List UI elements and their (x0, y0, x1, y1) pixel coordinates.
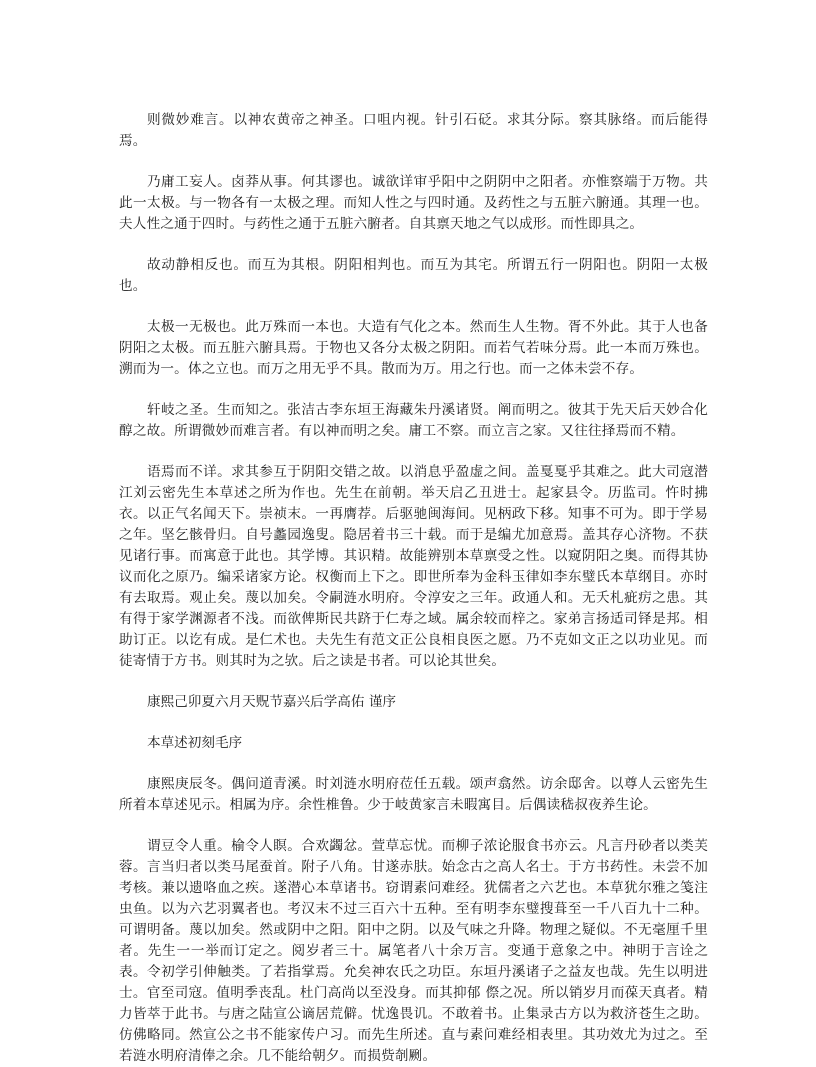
paragraph-6: 语焉而不详。求其参互于阴阳交错之故。以消息乎盈虚之间。盖戛戛乎其难之。此大司寇潜江刘云密先生本草述之所为作也。先生在前朝。举天启乙丑进士。起家县令。历监司。忤时拂衣。以正气名闻天下。崇祯末。一再膺荐。后驱驰闽海间。见柄政下移。知事不可为。即于学易之年。坚乞骸骨归。自号蠡园逸叟。隐居着书三十载。而于是编尤加意焉。盖其存心济物。不获见诸行事。而寓意于此也。其学博。其识精。故能辨别本草禀受之性。以窥阴阳之奥。而得其协议而化之原乃。编采诸家方论。权衡而上下之。即世所奉为金科玉律如李东璧氏本草纲目。亦时有去取焉。观止矣。蔑以加矣。令嗣涟水明府。令淳安之三年。政通人和。无夭札疵疠之患。其有得于家学渊源者不浅。而欲俾斯民共跻于仁寿之域。属余较而梓之。家弟言扬适司铎是邦。相助订正。以讫有成。是仁术也。夫先生有范文正公良相良医之愿。乃不克如文正之以功业见。而徒寄情于方书。则其时为之欤。后之读是书者。可以论其世矣。 (119, 464, 708, 669)
paragraph-7: 康熙庚辰冬。偶问道青溪。时刘涟水明府莅任五载。颂声翕然。访余邸舍。以尊人云密先生所着本草述见示。相属为序。余性椎鲁。少于岐黄家言未暇寓目。后偶读嵇叔夜养生论。 (119, 776, 708, 813)
paragraph-3: 故动静相反也。而互为其根。阴阳相判也。而互为其宅。所谓五行一阴阳也。阴阳一太极也。 (119, 257, 708, 294)
section-title: 本草述初刻毛序 (147, 735, 243, 751)
paragraph-1: 则微妙难言。以神农黄帝之神圣。口咀内视。针引石砭。求其分际。察其脉络。而后能得焉。 (119, 112, 708, 149)
preface-signature: 康熙己卯夏六月天贶节嘉兴后学高佑 谨序 (147, 694, 397, 710)
paragraph-8: 谓豆令人重。榆令人瞑。合欢蠲忿。萱草忘忧。而柳子浓论服食书亦云。凡言丹砂者以类芙蓉。言当归者以类马尾蚕首。附子八角。甘遂赤肤。始念古之高人名士。于方书药性。未尝不加考核。兼以遗咯血之疾。遂潜心本草诸书。窃谓素问难经。犹儒者之六艺也。本草犹尔雅之笺注虫鱼。以为六艺羽翼者也。考汉末不过三百六十五种。至有明李东璧搜葺至一千八百九十二种。可谓明备。蔑以加矣。然或阴中之阳。阳中之阴。以及气味之升降。物理之疑似。不无毫厘千里者。先生一一举而订定之。阅岁者三十。属笔者八十余万言。变通于意象之中。神明于言诠之表。令初学引伸触类。了若指掌焉。允矣神农氏之功臣。东垣丹溪诸子之益友也哉。先生以明进士。官至司寇。值明季丧乱。杜门高尚以至没身。而其抑郁 傺之况。所以销岁月而葆天真者。精力皆萃于此书。与唐之陆宣公谪居荒僻。忧逸畏讥。不敢着书。止集录古方以为救济苍生之助。仿佛略同。然宣公之书不能家传户习。而先生所述。直与素问难经相表里。其功效尤为过之。至若涟水明府清俸之余。几不能给朝夕。而损赀剞劂。 (119, 838, 708, 1064)
paragraph-5: 轩岐之圣。生而知之。张洁古李东垣王海藏朱丹溪诸贤。阐而明之。彼其于先天后天妙合化醇之故。所谓微妙而难言者。有以神而明之矣。庸工不察。而立言之家。又往往择焉而不精。 (119, 402, 708, 439)
paragraph-4: 太极一无极也。此万殊而一本也。大造有气化之本。然而生人生物。胥不外此。其于人也备阴阳之太极。而五脏六腑具焉。于物也又各分太极之阴阳。而若气若味分焉。此一本而万殊也。溯而为一。体之立也。而万之用无乎不具。散而为万。用之行也。而一之体未尝不存。 (119, 319, 708, 377)
paragraph-2: 乃庸工妄人。卤莽从事。何其谬也。诚欲详审乎阳中之阴阴中之阳者。亦惟察端于万物。共此一太极。与一物各有一太极之理。而知人性之与四时通。及药性之与五脏六腑通。其理一也。夫人性之通于四时。与药性之通于五脏六腑者。自其禀天地之气以成形。而性即具之。 (119, 174, 708, 232)
